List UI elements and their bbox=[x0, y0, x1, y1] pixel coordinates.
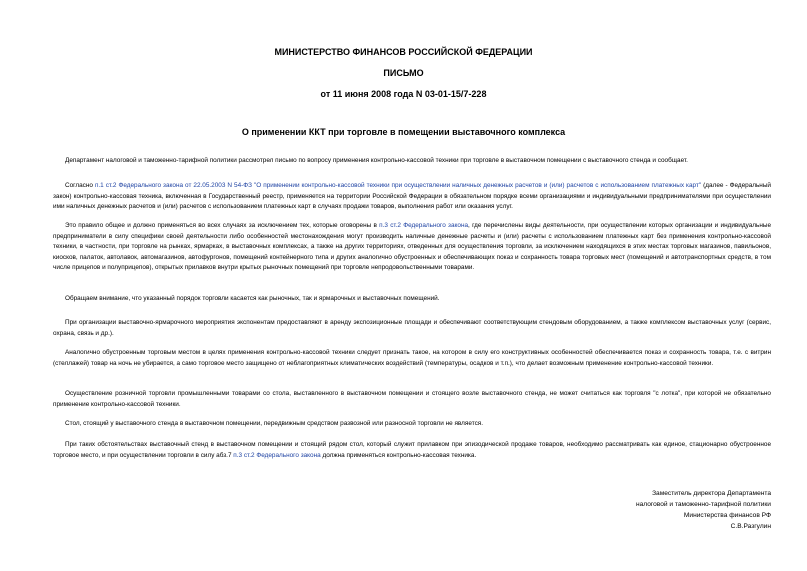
paragraph-2-text-end: (далее - Федеральный закон) контрольно-кассовая техника, включенная в Государственный реестр, применяется на территории Российской Федерации в обязательном порядке всеми организациями и индивидуальными предпринимателями при осуществлении ими наличных денежных расчетов и (или) расчетов с использованием платежных карт в случаях продажи товаров, выполнения работ или оказания услуг. bbox=[53, 182, 771, 211]
signature-department: налоговой и таможенно-тарифной политики bbox=[635, 501, 771, 508]
paragraph-6: Аналогично обустроенным торговым местом в целях применения контрольно-кассовой техники следует признать такое, на котором в силу его конструктивных особенностей обеспечивается показ и сохранность товара, т.е. с витрин (стеллажей) товар на ночь не убирается, а само торговое место защищено от неблагоприятных климатических воздействий (температуры, осадков и т.п.), что делает возможным применение контрольно-кассовой техники. bbox=[53, 349, 771, 367]
signature-ministry: Министерства финансов РФ bbox=[683, 512, 771, 519]
paragraph-3 bbox=[53, 221, 771, 274]
federal-law-54fz-link[interactable]: п.1 ст.2 Федерального закона от 22.05.2003 N 54-ФЗ "О применении контрольно-кассовой техники при осуществлении наличных денежных расчетов и (или) расчетов с использованием платежных карт" bbox=[94, 182, 702, 189]
paragraph-2 bbox=[53, 181, 771, 213]
date-number-heading: от 11 июня 2008 года N 03-01-15/7-228 bbox=[320, 89, 487, 99]
paragraph-9-text-start: При таких обстоятельствах выставочный стенд в выставочном помещении и стоящий рядом стол, который служит прилавком при эпизодической продаже товаров, необходимо рассматривать как единое, стационарно обустроенное торговое место, и при осуществлении торговли в силу абз.7 bbox=[53, 441, 771, 459]
signature-block bbox=[636, 488, 771, 532]
paragraph-4: Обращаем внимание, что указанный порядок торговли касается как рыночных, так и ярмарочных и выставочных помещений. bbox=[65, 295, 440, 302]
paragraph-1: Департамент налоговой и таможенно-тарифной политики рассмотрел письмо по вопросу применения контрольно-кассовой техники при торговле в выставочном помещении с выставочного стенда и сообщает. bbox=[65, 157, 688, 164]
article-2-clause-3-link-2[interactable]: п.3 ст.2 Федерального закона bbox=[233, 451, 321, 459]
paragraph-2-text-start: Согласно bbox=[65, 182, 95, 189]
paragraph-5: При организации выставочно-ярмарочного мероприятия экспонентам предоставляют в аренду экспозиционные площади и обеспечивают соответствующим стендовым оборудованием, а также комплексом выставочных услуг (сервис, охрана, связь и др.). bbox=[53, 319, 771, 337]
paragraph-3-text-start: Это правило общее и должно применяться во всех случаях за исключением тех, которые оговорены в bbox=[65, 222, 380, 229]
article-2-clause-3-link[interactable]: п.3 ст.2 Федерального закона bbox=[379, 222, 469, 229]
subject-title: О применении ККТ при торговле в помещении выставочного комплекса bbox=[241, 127, 566, 137]
paragraph-3-text-end: , где перечислены виды деятельности, при осуществлении которых организации и индивидуальные предприниматели в силу специфики своей деятельности либо особенностей местонахождения могут производить наличные денежные расчеты и (или) расчеты с использованием платежных карт без применения контрольно-кассовой техники, в частности, при торговле на рынках, ярмарках, в выставочных комплексах, а также на других территориях, отведенных для осуществления торговли, за исключением находящихся в этих местах торговых магазинов, павильонов, киосков, палаток, автолавок, автомагазинов, автофургонов, помещений контейнерного типа и других аналогично обустроенных и обеспечивающих показ и сохранность товара торговых мест (помещений и автотранспортных средств, в том числе прицепов и полуприцепов), открытых прилавков внутри крытых рыночных помещений при торговле непродовольственными товарами. bbox=[53, 222, 771, 272]
paragraph-8: Стол, стоящий у выставочного стенда в выставочном помещении, передвижным средством развозной или разносной торговли не является. bbox=[65, 420, 483, 427]
signature-position: Заместитель директора Департамента bbox=[652, 490, 771, 497]
document-type-heading: ПИСЬМО bbox=[383, 68, 424, 78]
paragraph-9-text-end: должна применяться контрольно-кассовая техника. bbox=[320, 451, 477, 459]
ministry-heading: МИНИСТЕРСТВО ФИНАНСОВ РОССИЙСКОЙ ФЕДЕРАЦИИ bbox=[274, 47, 533, 57]
paragraph-9 bbox=[53, 440, 771, 461]
paragraph-7: Осуществление розничной торговли промышленными товарами со стола, выставленного в выставочном помещении и стоящего возле выставочного стенда, не может считаться как торговля "с лотка", при которой не обязательно применение контрольно-кассовой техники. bbox=[53, 390, 771, 408]
signature-name: С.В.Разгулин bbox=[730, 523, 771, 530]
